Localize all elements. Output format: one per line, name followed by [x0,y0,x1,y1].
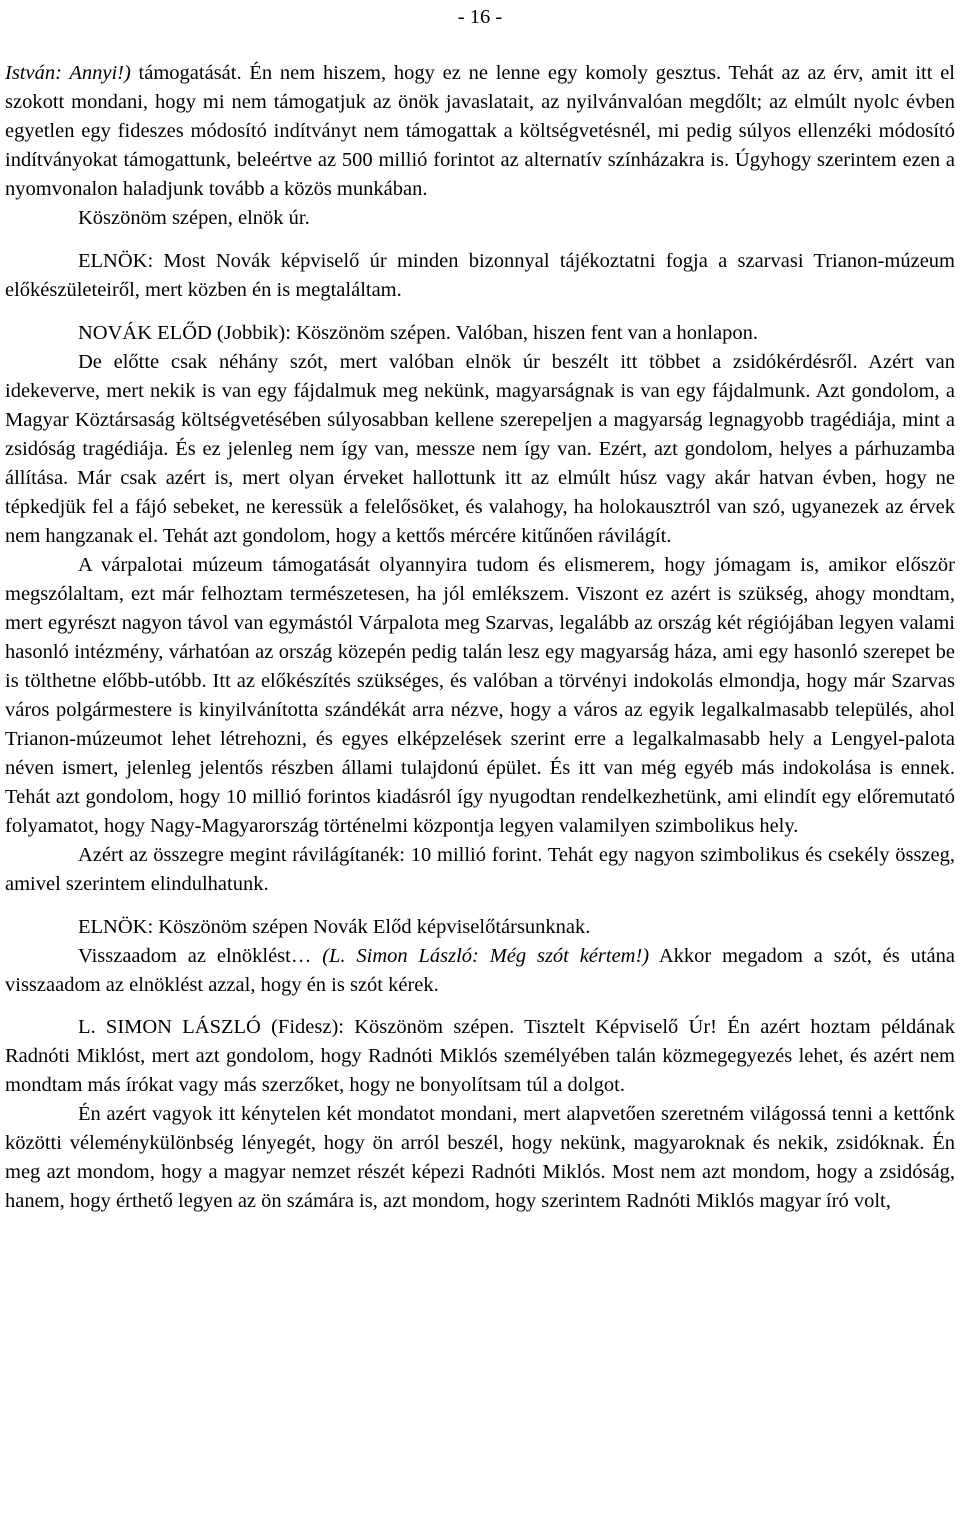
paragraph-5: De előtte csak néhány szót, mert valóban elnök úr beszélt itt többet a zsidókérdésről. Azért van idekeverve, mert nekik is van egy fájdalmuk meg nekünk, magyarságnak is van egy fájdalmunk. Azt gondolom, a Magyar Köztársaság költségvetésében súlyosabban kellene szerepeljen a magyarság legnagyobb tragédiája, mint a zsidóság tragédiája. És ez jelenleg nem így van, messze nem így van. Ezért, azt gondolom, helyes a párhuzamba állítása. Már csak azért is, mert olyan érveket hallottunk itt az elmúlt húsz vagy akár hatvan évben, hogy ne tépkedjük fel a fájó sebeket, ne keressük a felelősöket, és valahogy, ha holokausztról van szó, ugyanezek az érvek nem hangzanak el. Tehát azt gondolom, hogy a kettős mércére kitűnően rávilágít. [5,351,955,547]
paragraph-1 [5,59,955,204]
paragraph-10: L. SIMON LÁSZLÓ (Fidesz): Köszönöm szépen. Tisztelt Képviselő Úr! Én azért hoztam példának Radnóti Miklóst, mert azt gondolom, hogy Radnóti Miklós személyében talán közmegegyezés lehet, és azért nem mondtam más írókat vagy más szerzőket, hogy ne bonyolítsam túl a dolgot. [5,1016,955,1096]
page-number: - 16 - [457,6,503,28]
paragraph-1-italic: István: Annyi!) [5,62,131,84]
paragraph-9 [5,942,955,1000]
paragraph-9-text-a: Visszaadom az elnöklést… [78,945,323,967]
paragraph-3: ELNÖK: Most Novák képviselő úr minden bizonnyal tájékoztatni fogja a szarvasi Trianon-múzeum előkészületeiről, mert közben én is megtaláltam. [5,250,955,301]
paragraph-1-text: támogatását. Én nem hiszem, hogy ez ne lenne egy komoly gesztus. Tehát az az érv, amit itt el szokott mondani, hogy mi nem támogatjuk az önök javaslatait, az nyilvánvalóan megdőlt; az elmúlt nyolc évben egyetlen egy fideszes módosító indítványt nem támogattak a költségvetésnél, mi pedig súlyos ellenzéki módosító indítványokat támogattunk, beleértve az 500 millió forintot az alternatív színházakra is. Úgyhogy szerintem ezen a nyomvonalon haladjunk tovább a közös munkában. [5,62,955,200]
paragraph-4: NOVÁK ELŐD (Jobbik): Köszönöm szépen. Valóban, hiszen fent van a honlapon. [78,322,758,344]
paragraph-7: Azért az összegre megint rávilágítanék: 10 millió forint. Tehát egy nagyon szimbolikus és csekély összeg, amivel szerintem elindulhatunk. [5,844,955,895]
paragraph-6: A várpalotai múzeum támogatását olyannyira tudom és elismerem, hogy jómagam is, amikor először megszólaltam, ezt már felhoztam természetesen, ha jól emlékszem. Viszont ez azért is szükség, ahogy mondtam, mert egyrészt nagyon távol van egymástól Várpalota meg Szarvas, legalább az ország két régiójában legyen valami hasonló intézmény, várhatóan az ország közepén pedig talán lesz egy magyarság háza, ami egy hasonló szerepet be is tölthetne előbb-utóbb. Itt az előkészítés szükséges, és valóban a törvényi indokolás elmondja, hogy már Szarvas város polgármestere is kinyilvánította szándékát arra nézve, hogy a város az egyik legalkalmasabb település, ahol Trianon-múzeumot lehet létrehozni, és egyes elképzelések szerint erre a legalkalmasabb hely a Lengyel-palota néven ismert, jelenleg jelentős részben állami tulajdonú épület. És itt van még egyéb más indokolása is ennek. Tehát azt gondolom, hogy 10 millió forintos kiadásról így nyugodtan rendelkezhetünk, ami elindít egy előremutató folyamatot, hogy Nagy-Magyarország történelmi központja legyen valamilyen szimbolikus hely. [5,554,955,837]
paragraph-8: ELNÖK: Köszönöm szépen Novák Előd képviselőtársunknak. [78,916,591,938]
paragraph-11: Én azért vagyok itt kénytelen két mondatot mondani, mert alapvetően szeretném világossá tenni a kettőnk közötti véleménykülönbség lényegét, hogy ön arról beszél, hogy nekünk, magyaroknak és nekik, zsidóknak. Én meg azt mondom, hogy a magyar nemzet részét képezi Radnóti Miklós. Most nem azt mondom, hogy a zsidóság, hanem, hogy érthető legyen az ön számára is, azt mondom, hogy szerintem Radnóti Miklós magyar író volt, [5,1103,955,1212]
paragraph-9-italic: (L. Simon László: Még szót kértem!) [322,945,650,967]
document-body [5,59,955,1216]
paragraph-9-text-b: Akkor megadom a szót, és utána visszaadom az elnöklést azzal, hogy én is szót kérek. [5,945,955,996]
paragraph-2: Köszönöm szépen, elnök úr. [78,207,310,229]
